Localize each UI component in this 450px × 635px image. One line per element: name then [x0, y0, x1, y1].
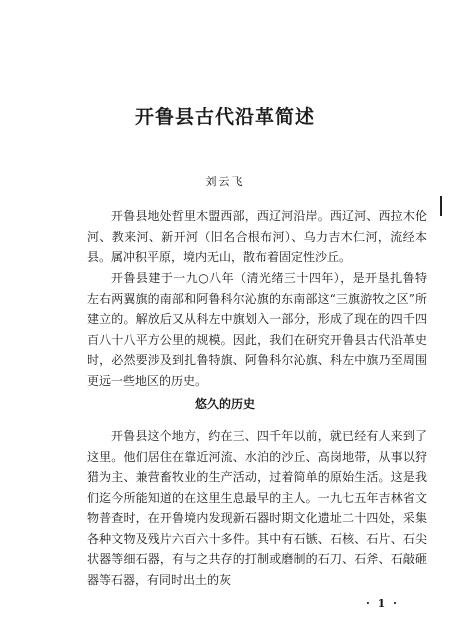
margin-mark — [440, 196, 442, 216]
page-number: · 1 · — [366, 597, 399, 610]
section-heading: 悠久的历史 — [194, 397, 255, 411]
author-name: 刘云飞 — [205, 175, 245, 188]
intro-paragraph-2 — [87, 268, 427, 391]
intro-paragraph-1 — [87, 206, 427, 268]
page-title: 开鲁县古代沿革简述 — [134, 106, 315, 128]
paragraph-text: 开鲁县地处哲里木盟西部，西辽河沿岸。西辽河、西拉木伦河、教来河、新开河（旧名合根布河）、乌力吉木仁河，流经本县。属冲积平原，境内无山，散布着固定性沙丘。 — [87, 209, 427, 264]
section-paragraph — [87, 426, 427, 590]
paragraph-text: 开鲁县这个地方，约在三、四千年以前，就已经有人来到了这里。他们居住在靠近河流、水泊的沙丘、高岗地带，从事以狩猎为主、兼营畜牧业的生产活动，过着简单的原始生活。这是我们迄今所能知道的在这里生息最早的主人。一九七五年吉林省文物普查时，在开鲁境内发现新石器时期文化遗址二十四处，采集各种文物及残片六百六十多件。其中有石镞、石核、石片、石尖状器等细石器，有与之共存的打制或磨制的石刀、石斧、石敲砸器等石器，有同时出土的灰 — [87, 429, 427, 587]
paragraph-text: 开鲁县建于一九○八年（清光绪三十四年），是开垦扎鲁特左右两翼旗的南部和阿鲁科尔沁旗的东南部这“三旗游牧之区”所建立的。解放后又从科左中旗划入一部分，形成了现在的四千四百八十八平方公里的规模。因此，我们在研究开鲁县古代沿革史时，必然要涉及到扎鲁特旗、阿鲁科尔沁旗、科左中旗乃至周围更远一些地区的历史。 — [87, 271, 427, 388]
